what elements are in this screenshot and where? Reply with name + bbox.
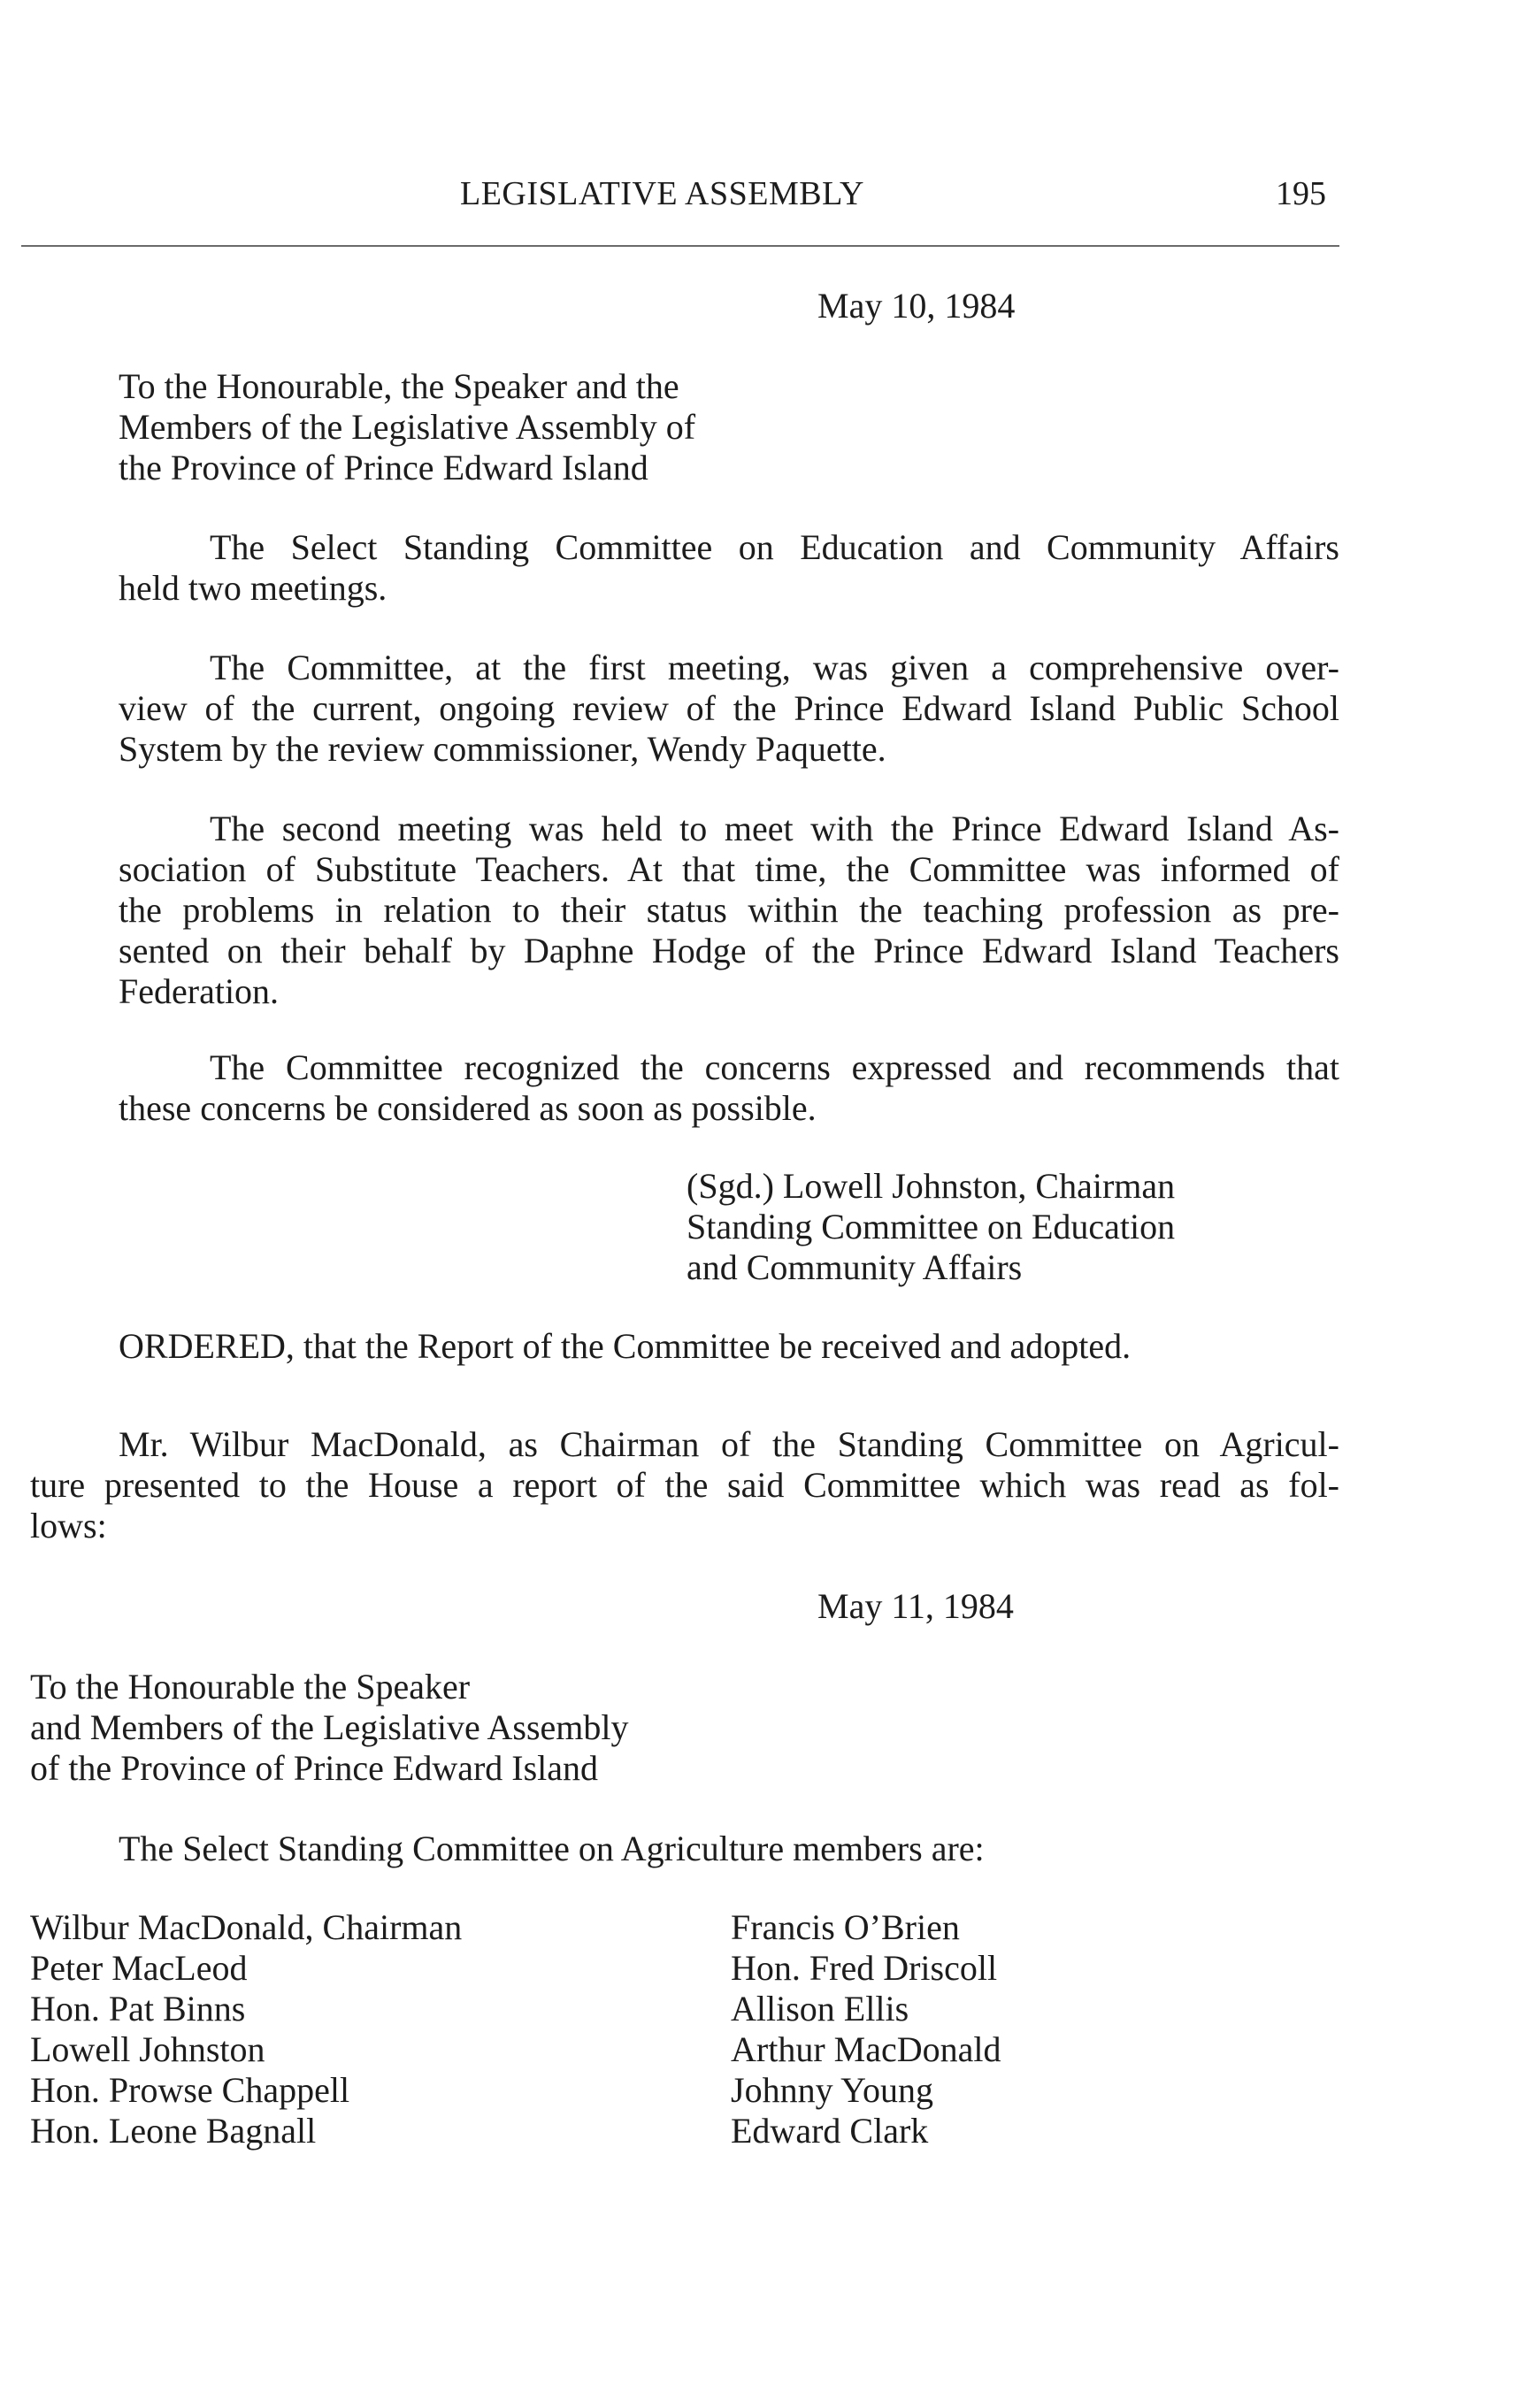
paragraph-line: The Select Standing Committee on Education and Community Affairs — [210, 527, 1339, 567]
report1-paragraph — [119, 1047, 1339, 1129]
signature-line: (Sgd.) Lowell Johnston, Chairman — [687, 1166, 1176, 1206]
signature-line: and Community Affairs — [687, 1247, 1023, 1287]
address-line: of the Province of Prince Edward Island — [30, 1748, 599, 1788]
address-line: To the Honourable, the Speaker and the — [119, 366, 679, 406]
member-name: Arthur MacDonald — [731, 2029, 1001, 2069]
paragraph-line: sented on their behalf by Daphne Hodge of the Prince Edward Island Teachers — [119, 931, 1339, 970]
page-number: 195 — [1276, 175, 1326, 212]
address-line: the Province of Prince Edward Island — [119, 448, 648, 487]
members-list-left — [30, 1907, 462, 2151]
paragraph-line: lows: — [30, 1506, 107, 1545]
paragraph-line: The Committee, at the first meeting, was given a comprehensive over- — [210, 648, 1339, 687]
member-name: Edward Clark — [731, 2111, 929, 2151]
address-line: Members of the Legislative Assembly of — [119, 407, 696, 447]
report1-paragraph — [119, 527, 1339, 609]
report2-date: May 11, 1984 — [817, 1586, 1014, 1626]
member-name: Peter MacLeod — [30, 1948, 248, 1988]
member-name: Hon. Fred Driscoll — [731, 1948, 998, 1988]
report1-address — [119, 366, 695, 488]
report1-paragraph — [119, 648, 1339, 770]
paragraph-line: held two meetings. — [119, 568, 387, 608]
member-name: Johnny Young — [731, 2070, 933, 2110]
report1-signature — [687, 1166, 1175, 1288]
paragraph-line: System by the review commissioner, Wendy Paquette. — [119, 729, 886, 769]
paragraph-line: view of the current, ongoing review of the Prince Edward Island Public School — [119, 688, 1339, 728]
paragraph-line: ture presented to the House a report of the said Committee which was read as fol- — [30, 1465, 1339, 1505]
report2-address — [30, 1667, 629, 1789]
address-line: and Members of the Legislative Assembly — [30, 1707, 629, 1747]
running-header-title: LEGISLATIVE ASSEMBLY — [460, 175, 864, 212]
paragraph-line: the problems in relation to their status within the teaching profession as pre- — [119, 890, 1339, 930]
member-name: Allison Ellis — [731, 1989, 909, 2028]
member-name: Hon. Leone Bagnall — [30, 2111, 317, 2151]
ordered-line: ORDERED, that the Report of the Committee be received and adopted. — [119, 1326, 1132, 1366]
member-name: Hon. Pat Binns — [30, 1989, 246, 2028]
paragraph-line: these concerns be considered as soon as possible. — [119, 1088, 817, 1128]
paragraph-line: The second meeting was held to meet with the Prince Edward Island As- — [210, 809, 1339, 848]
address-line: To the Honourable the Speaker — [30, 1667, 471, 1706]
member-name: Hon. Prowse Chappell — [30, 2070, 350, 2110]
paragraph-line: sociation of Substitute Teachers. At that time, the Committee was informed of — [119, 849, 1339, 889]
report1-date: May 10, 1984 — [817, 286, 1016, 326]
paragraph-line: The Committee recognized the concerns expressed and recommends that — [210, 1047, 1339, 1087]
members-list-right — [731, 1907, 1001, 2151]
report1-paragraph — [119, 809, 1339, 1012]
paragraph-line: Federation. — [119, 971, 280, 1011]
signature-line: Standing Committee on Education — [687, 1207, 1176, 1246]
member-name: Francis O’Brien — [731, 1907, 960, 1947]
members-intro: The Select Standing Committee on Agriculture members are: — [119, 1829, 985, 1868]
member-name: Wilbur MacDonald, Chairman — [30, 1907, 463, 1947]
member-name: Lowell Johnston — [30, 2029, 265, 2069]
header-rule — [21, 245, 1339, 247]
paragraph-line: Mr. Wilbur MacDonald, as Chairman of the Standing Committee on Agricul- — [119, 1424, 1339, 1464]
agriculture-intro-paragraph — [30, 1424, 1339, 1546]
